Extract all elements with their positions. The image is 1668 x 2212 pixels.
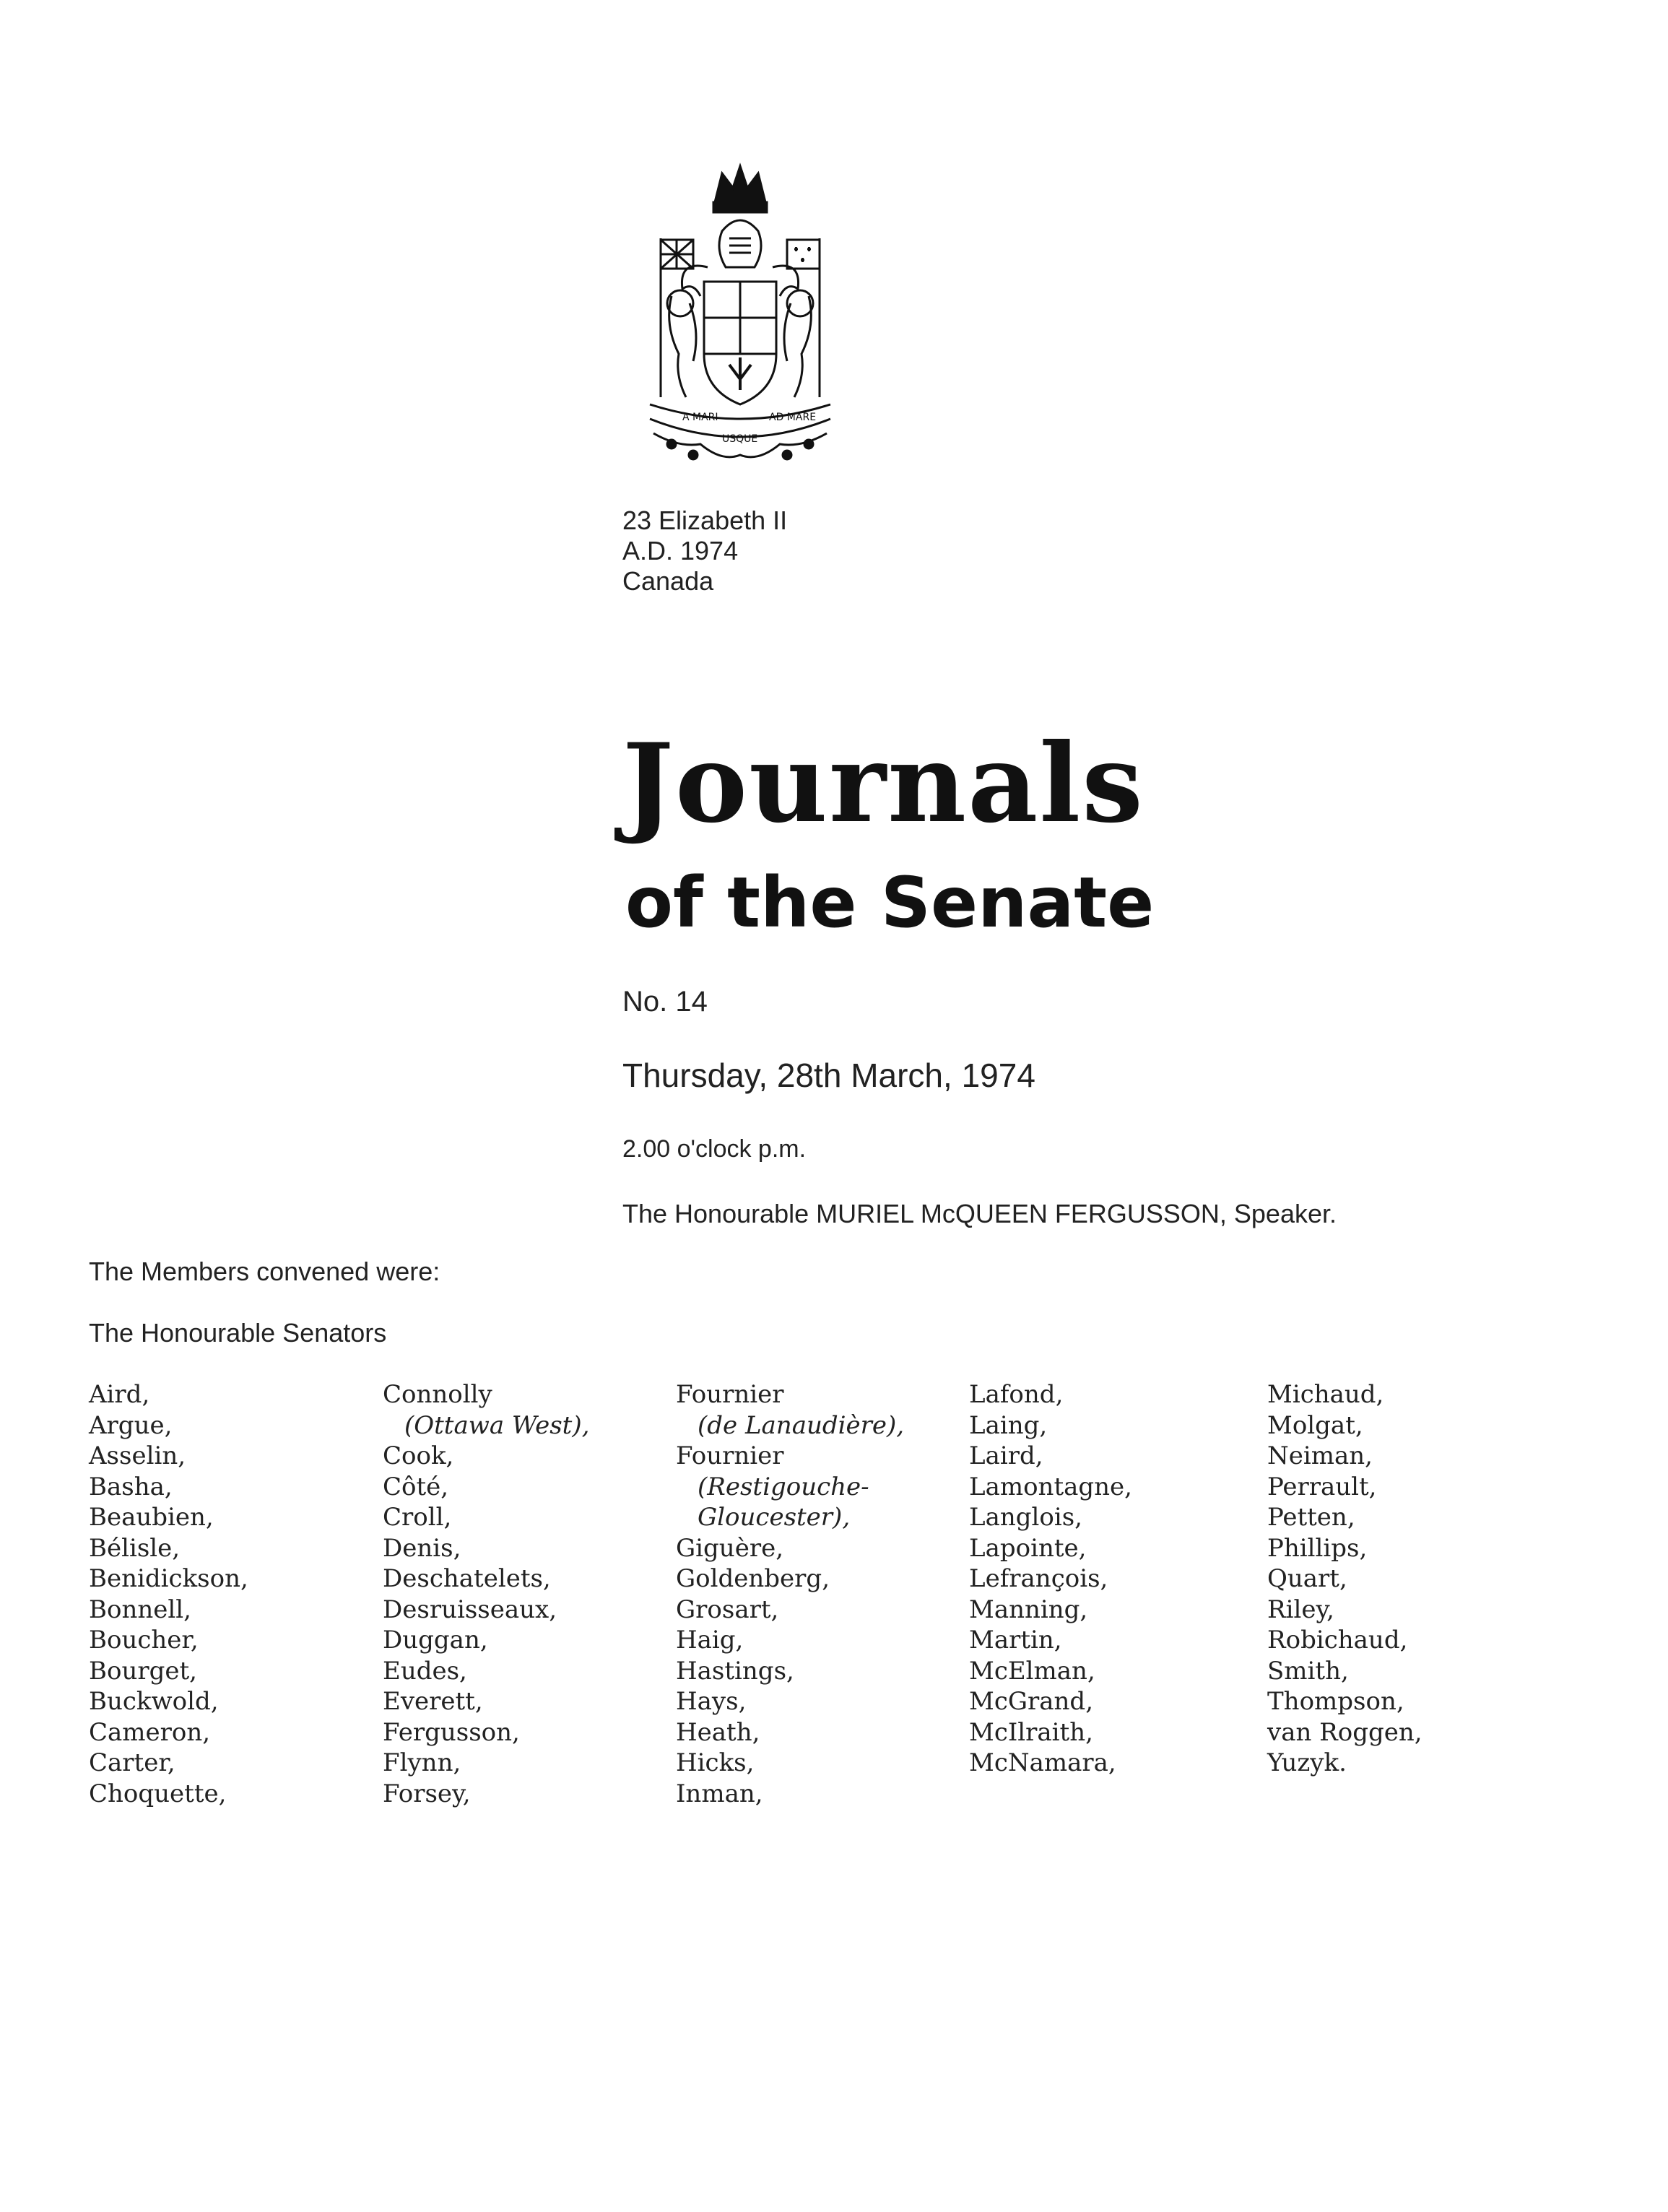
senator-name: Manning, — [969, 1595, 1088, 1624]
senator-name: Fournier — [676, 1380, 784, 1409]
senator-name: Goldenberg, — [676, 1564, 830, 1593]
senator-name: Haig, — [676, 1626, 744, 1654]
svg-text:USQUE: USQUE — [722, 433, 758, 445]
senator-name: Neiman, — [1267, 1441, 1373, 1470]
issue-number: No. 14 — [622, 986, 708, 1018]
year-ad: A.D. 1974 — [622, 536, 739, 565]
senator-name: Fergusson, — [383, 1717, 520, 1747]
senator-name: Quart, — [1267, 1564, 1347, 1593]
senator-name: Giguère, — [676, 1533, 783, 1563]
senator-name: van Roggen, — [1267, 1717, 1422, 1747]
senator-name: Perrault, — [1267, 1472, 1377, 1501]
senator-name: Yuzyk. — [1267, 1748, 1347, 1777]
senator-name: Bourget, — [89, 1656, 197, 1686]
senator-column-3 — [676, 1379, 904, 1809]
senator-name: Lapointe, — [969, 1533, 1087, 1563]
country: Canada — [622, 566, 714, 596]
senator-name: Bélisle, — [89, 1533, 181, 1563]
senator-name: Robichaud, — [1267, 1626, 1408, 1654]
senator-division: (Restigouche- — [698, 1472, 869, 1501]
issue-date: Thursday, 28th March, 1974 — [622, 1057, 1035, 1094]
senator-column-4 — [969, 1379, 1132, 1779]
senator-name: Beaubien, — [89, 1503, 214, 1532]
senator-name: Buckwold, — [89, 1687, 219, 1716]
senator-name: Connolly — [383, 1380, 492, 1409]
senator-name: McGrand, — [969, 1687, 1094, 1716]
senator-name: Cameron, — [89, 1717, 211, 1747]
senator-name: Everett, — [383, 1687, 483, 1716]
page-title: Journals — [622, 720, 1144, 847]
senator-name: Lafond, — [969, 1380, 1064, 1409]
senator-name: McIlraith, — [969, 1717, 1093, 1747]
coat-of-arms-icon — [621, 159, 859, 491]
senator-name: Langlois, — [969, 1503, 1082, 1532]
senator-name: Denis, — [383, 1533, 461, 1563]
senator-name: Côté, — [383, 1472, 449, 1501]
senator-name: Heath, — [676, 1717, 760, 1747]
senator-division: (Ottawa West), — [404, 1410, 590, 1440]
senator-name: Aird, — [89, 1380, 150, 1409]
senator-name: Hastings, — [676, 1656, 794, 1686]
regnal-block — [622, 506, 787, 597]
senator-name: Riley, — [1267, 1595, 1334, 1624]
svg-text:AD MARE: AD MARE — [769, 412, 817, 423]
senator-name: Desruisseaux, — [383, 1595, 557, 1624]
senator-name: Martin, — [969, 1626, 1062, 1654]
senator-name: Phillips, — [1267, 1533, 1368, 1563]
senator-name: Hays, — [676, 1687, 747, 1716]
regnal-year: 23 Elizabeth II — [622, 506, 788, 535]
page-subtitle: of the Senate — [625, 862, 1155, 943]
senator-name: McNamara, — [969, 1748, 1116, 1777]
senator-name: Choquette, — [89, 1779, 227, 1808]
senator-name: Fournier — [676, 1441, 784, 1470]
senator-name: Laird, — [969, 1441, 1043, 1470]
senator-name: Boucher, — [89, 1626, 199, 1654]
senator-name: Molgat, — [1267, 1410, 1363, 1440]
senator-column-2 — [383, 1379, 589, 1809]
convened-intro: The Members convened were: — [89, 1257, 440, 1286]
senator-name: Croll, — [383, 1503, 452, 1532]
senator-name: Michaud, — [1267, 1380, 1384, 1409]
senator-name: Laing, — [969, 1410, 1048, 1440]
senator-name: Basha, — [89, 1472, 173, 1501]
senator-name: Eudes, — [383, 1656, 467, 1686]
senator-column-1 — [89, 1379, 248, 1809]
senator-name: Argue, — [89, 1410, 173, 1440]
senator-name: Lefrançois, — [969, 1564, 1108, 1593]
senator-name: Lamontagne, — [969, 1472, 1132, 1501]
senators-heading: The Honourable Senators — [89, 1318, 387, 1348]
issue-time: 2.00 o'clock p.m. — [622, 1135, 807, 1163]
svg-text:A MARI: A MARI — [682, 412, 718, 423]
senator-name: Flynn, — [383, 1748, 461, 1777]
senator-name: Grosart, — [676, 1595, 779, 1624]
speaker-line: The Honourable MURIEL McQUEEN FERGUSSON, Speaker. — [622, 1199, 1337, 1228]
senator-name: Cook, — [383, 1441, 454, 1470]
senator-name: Smith, — [1267, 1656, 1349, 1686]
senator-name: Duggan, — [383, 1626, 488, 1654]
senator-name: Deschatelets, — [383, 1564, 551, 1593]
senator-name: Benidickson, — [89, 1564, 248, 1593]
senator-name: Forsey, — [383, 1779, 471, 1808]
senator-name: Petten, — [1267, 1503, 1355, 1532]
senator-name: Bonnell, — [89, 1595, 191, 1624]
senator-name: Thompson, — [1267, 1687, 1404, 1716]
senator-name: Asselin, — [89, 1441, 186, 1470]
senator-column-5 — [1267, 1379, 1422, 1779]
senator-division: Gloucester), — [698, 1503, 851, 1532]
senator-division: (de Lanaudière), — [698, 1410, 905, 1440]
senator-name: McElman, — [969, 1656, 1095, 1686]
senator-name: Carter, — [89, 1748, 175, 1777]
senator-name: Inman, — [676, 1779, 763, 1808]
senator-name: Hicks, — [676, 1748, 755, 1777]
